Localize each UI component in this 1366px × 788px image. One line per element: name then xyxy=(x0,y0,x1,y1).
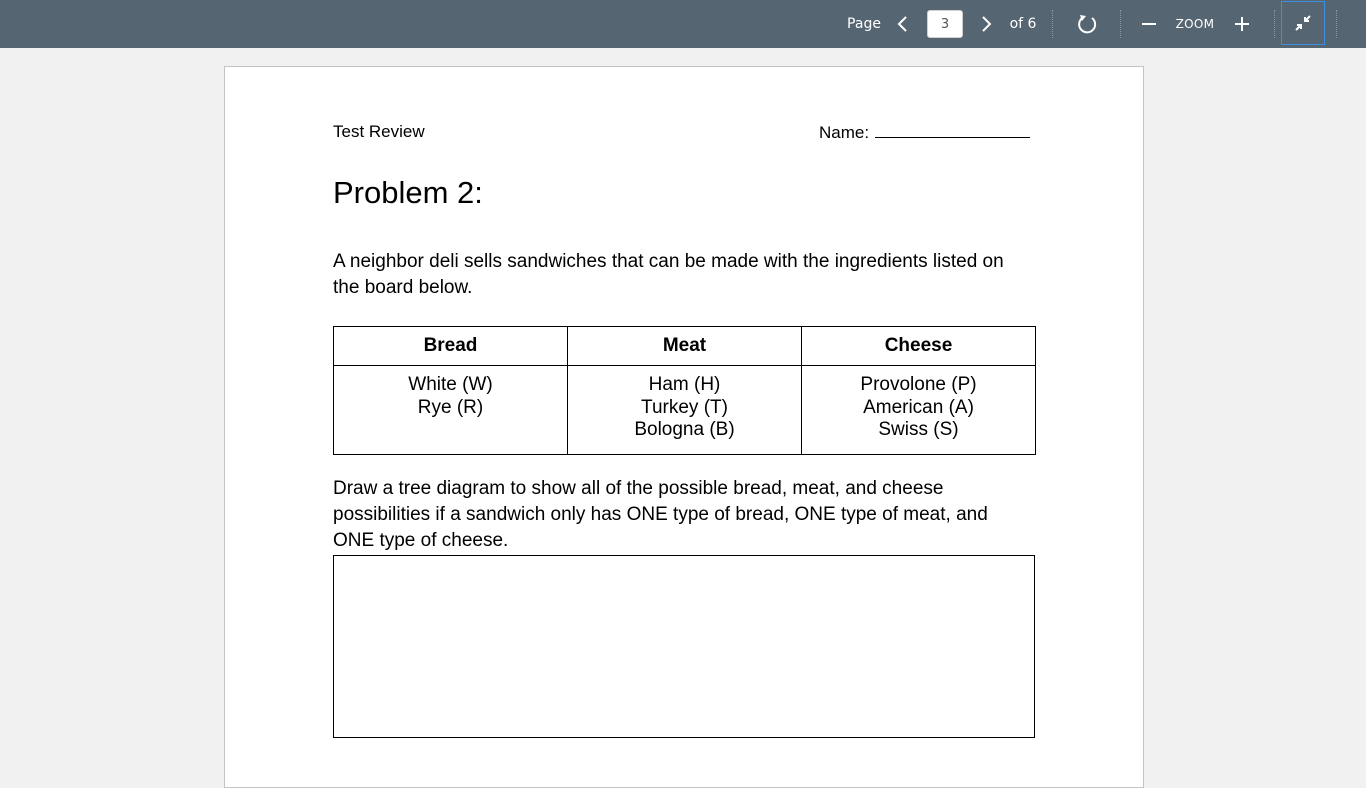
pdf-toolbar xyxy=(0,0,1366,48)
page-number-input[interactable] xyxy=(927,10,963,38)
previous-page-button[interactable] xyxy=(891,0,915,48)
rotate-button[interactable] xyxy=(1072,0,1102,48)
minus-icon xyxy=(1141,16,1157,32)
header-meat: Meat xyxy=(568,327,802,366)
page-count-label: of 6 xyxy=(1009,16,1037,32)
bread-item: White (W) xyxy=(408,374,493,395)
bread-item: Rye (R) xyxy=(417,396,484,418)
page-label: Page xyxy=(847,16,881,32)
page-number-field-wrap xyxy=(926,0,964,48)
meat-item: Turkey (T) xyxy=(641,396,728,418)
meat-item: Bologna (B) xyxy=(634,419,735,440)
header-bread: Bread xyxy=(334,327,568,366)
zoom-out-button[interactable] xyxy=(1136,0,1162,48)
table-row xyxy=(334,366,1036,455)
header-title: Test Review xyxy=(333,122,425,141)
next-page-button[interactable] xyxy=(974,0,998,48)
header-cheese: Cheese xyxy=(802,327,1036,366)
chevron-right-icon xyxy=(979,15,993,33)
problem-title: Problem 2: xyxy=(333,175,483,210)
zoom-in-button[interactable] xyxy=(1228,0,1256,48)
chevron-left-icon xyxy=(896,15,910,33)
rotate-icon xyxy=(1076,13,1098,35)
name-line xyxy=(819,122,1030,143)
answer-box xyxy=(333,555,1035,738)
intro-paragraph: A neighbor deli sells sandwiches that can be made with the ingredients listed on the board below. xyxy=(333,251,1004,298)
exit-fullscreen-button[interactable] xyxy=(1281,1,1325,45)
table-header-row xyxy=(334,327,1036,366)
cheese-item: Swiss (S) xyxy=(878,419,959,440)
meat-cell xyxy=(568,366,802,455)
zoom-label: ZOOM xyxy=(1175,17,1215,31)
cheese-item: American (A) xyxy=(863,396,974,418)
name-label: Name: xyxy=(819,123,870,142)
meat-item: Ham (H) xyxy=(648,374,721,395)
instruction-paragraph: Draw a tree diagram to show all of the possible bread, meat, and cheese possibilities if a sandwich only has ONE type of bread, ONE type of meat, and ONE type of cheese. xyxy=(333,478,988,551)
plus-icon xyxy=(1234,16,1250,32)
ingredients-table xyxy=(333,326,1036,455)
name-blank-line xyxy=(875,122,1030,138)
document-page xyxy=(224,66,1144,788)
toolbar-divider xyxy=(1120,10,1121,38)
bread-cell xyxy=(334,366,568,455)
exit-fullscreen-icon xyxy=(1293,13,1313,33)
cheese-cell xyxy=(802,366,1036,455)
toolbar-divider xyxy=(1336,10,1337,38)
toolbar-divider xyxy=(1052,10,1053,38)
toolbar-divider xyxy=(1274,10,1275,38)
cheese-item: Provolone (P) xyxy=(860,374,977,395)
